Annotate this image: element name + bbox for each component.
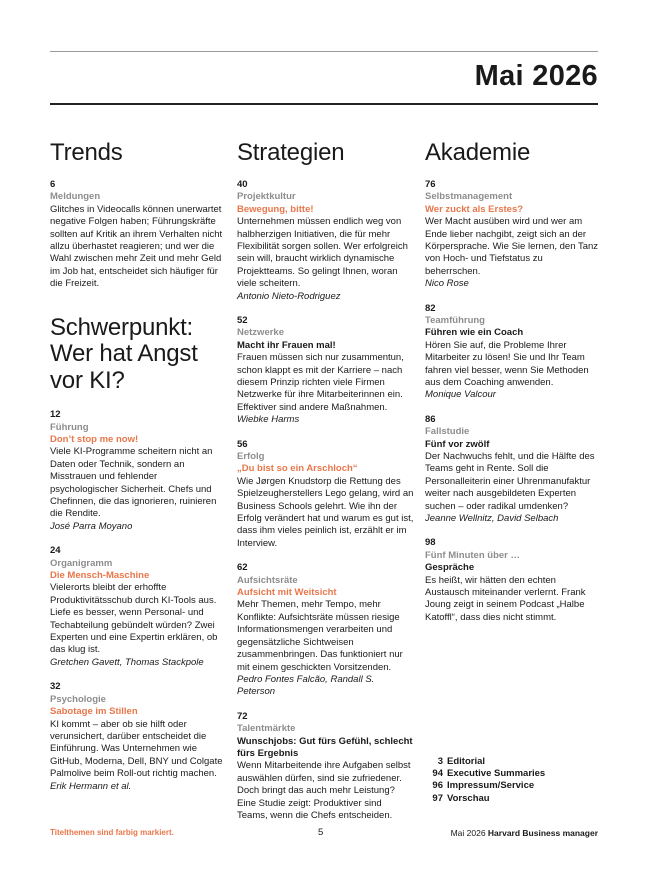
extra-label: Vorschau [447,792,490,804]
entry-page-number: 6 [50,178,56,190]
entry-page-number: 24 [50,545,61,557]
entry-text: Wenn Mitarbeitende ihre Aufgaben selbst auswählen dürfen, sind sie zufriedener. Doch bringt das auch mehr Leistung? Eine Studie zeigt: Produktiver sind Teams, wenn die Chefs entscheiden. [237,760,411,821]
entry-author: Wiebke Harms [237,414,300,426]
entry-page-number: 82 [425,302,436,314]
extra-item[interactable] [425,768,545,780]
toc-entry[interactable] [425,414,600,526]
section-title-strategien: Strategien [237,139,345,166]
extra-item[interactable] [425,793,545,805]
extra-label: Editorial [447,756,486,767]
toc-entry[interactable] [237,711,414,823]
entry-page-number: 72 [237,710,248,722]
column-strategien [237,140,414,834]
entry-page-number: 98 [425,537,436,549]
entry-author: Erik Hermann et al. [50,780,132,792]
schwerpunkt-list [50,409,225,793]
extra-label: Impressum/Service [447,780,535,792]
entry-headline: Macht ihr Frauen mal! [237,339,336,351]
entry-headline: Gespräche [425,562,475,574]
entry-category: Psychologie [50,693,106,705]
issue-rule [50,103,598,105]
column-trends [50,140,225,805]
entry-headline: Wunschjobs: Gut fürs Gefühl, schlecht fürs Ergebnis [237,735,413,759]
toc-entry[interactable] [425,179,600,291]
entry-text: Es heißt, wir hätten den echten Austausch miteinander verlernt. Frank Joung zeigt in seinem Podcast „Halbe Katoffl“, dass dies nicht stimmt. [425,574,586,623]
toc-entry[interactable] [425,537,600,624]
entry-text: Der Nachwuchs fehlt, und die Hälfte des Teams geht in Rente. Soll die Personalleiterin einer Uhrenmanufaktur weiter nach ausgebildeten Experten suchen – oder radikal umdenken? [425,451,595,512]
entry-author: José Parra Moyano [50,520,133,532]
entry-author: Monique Valcour [425,389,496,401]
section-title-akademie: Akademie [425,139,531,166]
toc-entry[interactable] [50,179,225,291]
entry-text: Glitches in Videocalls können unerwartet negative Folgen haben; Führungskräfte sollten auf Kritik an ihrem Verhalten nicht allzu überhastet reagieren; und wer die Wahl zwischen mehr Zeit und mehr Geld im Job hat, entscheidet sich häufiger für die Freizeit. [50,203,223,290]
strategien-list [237,179,414,823]
extra-label: Executive Summaries [447,768,546,780]
entry-text: Vielerorts bleibt der erhoffte Produktivitätsschub durch KI-Tools aus. Liefe es besser, wenn Personal- und Techabteilung gebündelt würden? Zwei Experten und eine Expertin erklären, ob das klug ist. [50,582,218,656]
section-title-schwerpunkt: Schwerpunkt: Wer hat Angst vor KI? [50,313,198,395]
entry-page-number: 32 [50,681,61,693]
trends-list [50,179,225,291]
entry-headline: Don’t stop me now! [50,433,139,445]
entry-text: Hören Sie auf, die Probleme Ihrer Mitarbeiter zu lösen! Sie und Ihr Team fahren viel besser, wenn Sie Methoden aus dem Coaching anwenden. [425,339,589,388]
entry-page-number: 40 [237,178,248,190]
entry-page-number: 86 [425,413,436,425]
entry-text: Unternehmen müssen endlich weg von halbherzigen Initiativen, die für mehr Flexibilität sorgen sollen. Wer erfolgreich sein will, braucht wirklich dynamische Projektteams. So gelingt Ihnen, woran viele scheitern. [237,216,408,290]
entry-author: Antonio Nieto-Rodriguez [237,290,341,302]
toc-entry[interactable] [50,409,225,533]
entry-category: Teamführung [425,314,485,326]
entry-category: Selbstmanagement [425,191,513,203]
footer-magazine-name: Harvard Business manager [487,828,598,838]
top-rule [50,51,598,52]
entry-headline: Wer zuckt als Erstes? [425,203,524,215]
entry-text: Mehr Themen, mehr Tempo, mehr Konflikte: Aufsichtsräte müssen riesige Informationsmengen verarbeiten und gegensätzliche Sichtweisen zusammenbringen. Das funktioniert nur mit einem geschickten Vorsitzenden. [237,599,403,673]
entry-headline: Bewegung, bitte! [237,203,314,215]
entry-category: Aufsichtsräte [237,574,298,586]
entry-text: Frauen müssen sich nur zusammentun, schon klappt es mit der Karriere – nach diesem Prinzip richten viele Firmen Netzwerke für ihre Mitarbeiterinnen ein. Effektiver sind andere Maßnahmen. [237,352,404,413]
toc-entry[interactable] [237,315,414,427]
entry-headline: Führen wie ein Coach [425,327,524,339]
toc-entry[interactable] [237,439,414,551]
entry-page-number: 56 [237,438,248,450]
entry-text: Viele KI-Programme scheitern nicht an Daten oder Technik, sondern an Misstrauen und fehlender psychologischer Sicherheit. Chefs und Chefinnen, die das ignorieren, ruinieren die Rendite. [50,446,217,520]
entry-headline: „Du bist so ein Arschloch“ [237,463,358,475]
toc-entry[interactable] [50,545,225,669]
page-number: 5 [318,827,324,838]
column-akademie [425,140,600,636]
entry-text: Wer Macht ausüben wird und wer am Ende lieber nachgibt, zeigt sich an der Körpersprache. Wie Sie lernen, den Tanz von Hoch- und Tiefstatus zu beherrschen. [425,216,599,277]
toc-entry[interactable] [237,562,414,698]
toc-entry[interactable] [50,681,225,793]
entry-text: Wie Jørgen Knudstorp die Rettung des Spielzeugherstellers Lego gelang, wird an Business Schools gelehrt. Wie ihn der Erfolg verändert hat und warum es gut ist, dass ihm vieles peinlich ist, erzählt er im Interview. [237,475,414,549]
entry-author: Pedro Fontes Falcão, Randall S. Peterson [237,673,375,698]
entry-category: Talentmärkte [237,723,296,735]
entry-headline: Die Mensch-Maschine [50,570,150,582]
entry-category: Fallstudie [425,426,470,438]
entry-headline: Fünf vor zwölf [425,438,490,450]
entry-category: Fünf Minuten über … [425,549,520,561]
toc-entry[interactable] [237,179,414,303]
extras-list [425,756,545,805]
entry-category: Erfolg [237,451,265,462]
extra-item[interactable] [425,756,545,768]
footer-issue: Mai 2026 [450,828,486,838]
entry-page-number: 12 [50,409,61,421]
toc-entry[interactable] [425,303,600,402]
entry-headline: Sabotage im Stillen [50,706,138,718]
entry-headline: Aufsicht mit Weitsicht [237,587,337,599]
entry-page-number: 52 [237,314,248,326]
entry-author: Nico Rose [425,278,469,290]
entry-category: Organigramm [50,557,113,569]
extra-page-number: 3 [437,756,443,767]
footer-magazine [451,828,598,838]
extra-item[interactable] [425,780,545,792]
entry-category: Meldungen [50,191,101,203]
entry-page-number: 62 [237,562,248,574]
entry-text: KI kommt – aber ob sie hilft oder verunsichert, darüber entscheidet die Einführung. Was Unternehmen wie GitHub, Moderna, Dell, BNY und Colgate Palmolive beim Roll-out richtig machen. [50,718,223,780]
akademie-list [425,179,600,624]
extra-page-number: 94 [432,768,443,780]
extra-page-number: 97 [432,792,443,804]
entry-author: Gretchen Gavett, Thomas Stackpole [50,656,204,668]
section-title-trends: Trends [50,139,123,166]
entry-category: Projektkultur [237,191,296,203]
entry-category: Führung [50,421,89,433]
entry-page-number: 76 [425,178,436,190]
entry-author: Jeanne Wellnitz, David Selbach [425,513,559,525]
issue-title: Mai 2026 [474,60,598,92]
entry-category: Netzwerke [237,327,284,339]
footer-note: Titelthemen sind farbig markiert. [50,828,174,837]
extra-page-number: 96 [432,780,443,792]
